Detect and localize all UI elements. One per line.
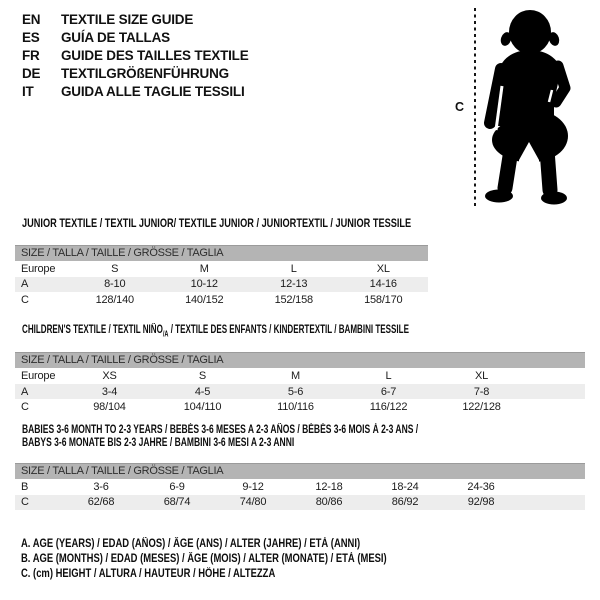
table-cell: 12-13	[280, 278, 308, 291]
babies-table-section	[15, 424, 585, 510]
childrens-size-table	[15, 368, 585, 415]
table-cell: 6-7	[380, 385, 397, 398]
title-subscript: /A	[162, 329, 169, 339]
row-label: B	[21, 480, 29, 493]
lang-code: IT	[22, 84, 34, 99]
spacer-cell	[528, 399, 585, 415]
row-label: C	[21, 293, 29, 306]
junior-size-table	[15, 261, 428, 308]
table-cell: S	[198, 370, 207, 383]
table-row	[15, 261, 428, 277]
table-cell: 3-6	[93, 480, 109, 493]
table-cell: 8-10	[104, 278, 126, 291]
table-cell: 74/80	[239, 496, 267, 509]
table-cell: 4-5	[194, 385, 211, 398]
lang-label: GUIDA ALLE TAGLIE TESSILI	[61, 84, 245, 99]
table-cell: 18-24	[391, 480, 419, 493]
spacer-cell	[528, 384, 585, 400]
table-cell: XS	[102, 370, 117, 383]
table-cell: 86/92	[391, 496, 419, 509]
table-row	[15, 495, 585, 511]
language-header	[22, 11, 249, 101]
table-row	[15, 479, 585, 495]
table-cell: 122/128	[462, 401, 501, 414]
table-cell: 152/158	[274, 293, 313, 306]
table-cell: M	[199, 262, 209, 275]
row-label: A	[21, 385, 29, 398]
legend-line-a: A. AGE (YEARS) / EDAD (AÑOS) / ÂGE (ANS) / ALTER (JAHRE) / ETÀ (ANNI)	[21, 538, 361, 550]
title-text: / TEXTILE DES ENFANTS / KINDERTEXTIL / BAMBINI TESSILE	[168, 324, 409, 336]
table-row	[15, 292, 428, 308]
table-cell: 128/140	[95, 293, 134, 306]
legend-line-b: B. AGE (MONTHS) / EDAD (MESES) / ÂGE (MOIS) / ALTER (MONATE) / ETÀ (MESI)	[21, 553, 387, 566]
table-cell: L	[385, 370, 392, 383]
table-cell: 80/86	[315, 496, 343, 509]
row-label: A	[21, 278, 29, 291]
table-cell: 62/68	[87, 496, 115, 509]
childrens-table-title	[22, 324, 409, 340]
height-measure-dashed-line	[474, 8, 476, 206]
table-cell: 24-36	[467, 480, 495, 493]
spacer-cell	[528, 368, 585, 384]
lang-row-de	[22, 65, 249, 83]
table-cell: L	[290, 262, 297, 275]
title-text: CHILDREN'S TEXTILE / TEXTIL NIÑO	[22, 324, 163, 336]
babies-table-title	[22, 424, 439, 450]
title-line-2: BABYS 3-6 MONATE BIS 2-3 JAHRE / BAMBINI 3-6 MESI A 2-3 ANNI	[22, 437, 295, 449]
title-line-1: BABIES 3-6 MONTH TO 2-3 YEARS / BEBÉS 3-6 MESES A 2-3 AÑOS / BÉBÉS 3-6 MOIS À 2-3 ANS /	[22, 424, 419, 436]
table-cell: 140/152	[185, 293, 224, 306]
lang-code: FR	[22, 48, 40, 63]
row-label: C	[21, 496, 29, 509]
size-header-bar: SIZE / TALLA / TAILLE / GRÖSSE / TAGLIA	[15, 463, 585, 479]
spacer-cell	[519, 495, 585, 511]
table-row	[15, 368, 585, 384]
table-cell: 7-8	[473, 385, 490, 398]
junior-table-section	[15, 214, 428, 308]
table-cell: 92/98	[467, 496, 495, 509]
table-cell: 12-18	[315, 480, 343, 493]
lang-code: EN	[22, 12, 41, 27]
lang-code: DE	[22, 66, 41, 81]
table-row	[15, 384, 585, 400]
table-cell: M	[291, 370, 300, 383]
lang-label: GUIDE DES TAILLES TEXTILE	[61, 48, 249, 63]
table-cell: 9-12	[242, 480, 264, 493]
table-row	[15, 399, 585, 415]
table-cell: 110/116	[277, 401, 314, 414]
lang-code: ES	[22, 30, 40, 45]
legend-line-c: C. (cm) HEIGHT / ALTURA / HAUTEUR / HÖHE / ALTEZZA	[21, 568, 276, 581]
lang-row-fr	[22, 47, 249, 65]
table-cell: 116/122	[369, 401, 408, 414]
size-header-bar: SIZE / TALLA / TAILLE / GRÖSSE / TAGLIA	[15, 352, 585, 368]
row-label: C	[21, 401, 29, 414]
lang-row-es	[22, 29, 249, 47]
size-header-bar: SIZE / TALLA / TAILLE / GRÖSSE / TAGLIA	[15, 245, 428, 261]
table-cell: 10-12	[190, 278, 218, 291]
table-cell: 98/104	[93, 401, 126, 414]
junior-table-title: JUNIOR TEXTILE / TEXTIL JUNIOR/ TEXTILE JUNIOR / JUNIORTEXTIL / JUNIOR TESSILE	[22, 218, 412, 230]
row-label: Europe	[21, 370, 56, 383]
table-cell: 68/74	[163, 496, 191, 509]
legend	[21, 537, 467, 583]
babies-size-table	[15, 479, 585, 510]
lang-row-it	[22, 83, 249, 101]
table-cell: XL	[474, 370, 489, 383]
table-cell: 3-4	[101, 385, 118, 398]
lang-label: TEXTILGRÖßENFÜHRUNG	[61, 66, 229, 81]
lang-label: TEXTILE SIZE GUIDE	[61, 12, 194, 27]
table-cell: 158/170	[364, 293, 403, 306]
height-measure-label: C	[455, 100, 465, 114]
table-row	[15, 277, 428, 293]
table-cell: S	[111, 262, 119, 275]
table-cell: 14-16	[369, 278, 397, 291]
lang-label: GUÍA DE TALLAS	[61, 30, 170, 45]
row-label: Europe	[21, 262, 56, 275]
baby-silhouette-icon	[480, 8, 575, 208]
table-cell: XL	[376, 262, 390, 275]
spacer-cell	[519, 479, 585, 495]
table-cell: 5-6	[287, 385, 304, 398]
lang-row-en	[22, 11, 249, 29]
baby-figure	[445, 0, 595, 215]
table-cell: 104/110	[183, 401, 222, 414]
childrens-table-section	[15, 320, 585, 415]
table-cell: 6-9	[169, 480, 185, 493]
